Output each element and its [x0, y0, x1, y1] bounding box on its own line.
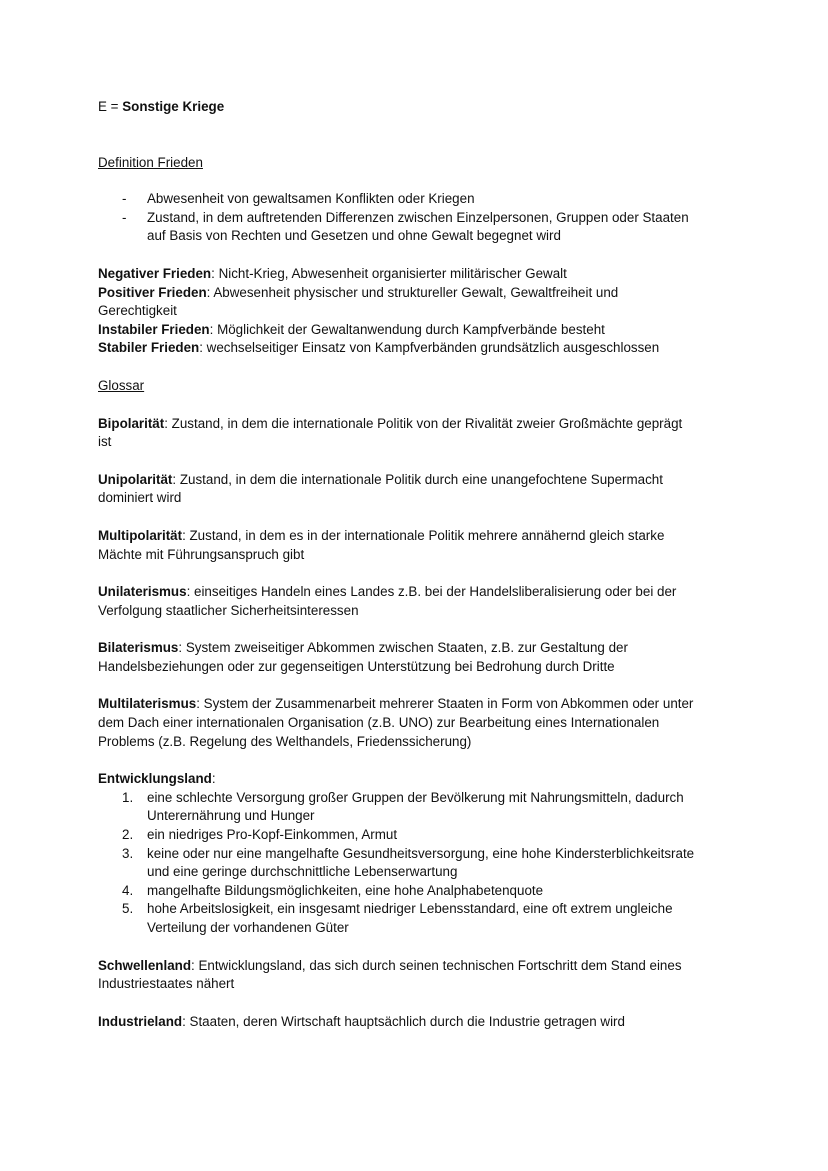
term-label: Bilaterismus	[98, 640, 179, 656]
term-entry: Stabiler Frieden: wechselseitiger Einsatz von Kampfverbänden grundsätzlich ausgeschlossen	[98, 340, 660, 356]
term-label: Industrieland	[98, 1013, 183, 1029]
glossar-entry-multilaterismus: Multilaterismus: System der Zusammenarbeit mehrerer Staaten in Form von Abkommen oder unter dem Dach einer internationalen Organisation (z.B. UNO) zur Bearbeitung eines Internationalen Problems (z.B. Regelung des Welthandels, Friedenssicherung)	[98, 696, 694, 749]
document-title: E = Sonstige Kriege	[98, 99, 225, 114]
glossar-entry-schwellenland: Schwellenland: Entwicklungsland, das sich durch seinen technischen Fortschritt dem Stand eines Industriestaates nähert	[98, 957, 682, 992]
glossar-entry-unilaterismus: Unilaterismus: einseitiges Handeln eines Landes z.B. bei der Handelsliberalisierung oder bei der Verfolgung staatlicher Sicherheitsinteressen	[98, 584, 677, 618]
term-label: Bipolarität	[98, 415, 165, 431]
list-number: 2.	[122, 827, 134, 843]
term-label: Unilaterismus	[98, 584, 187, 600]
list-number: 5.	[122, 901, 134, 917]
list-item: 3. keine oder nur eine mangelhafte Gesundheitsversorgung, eine hohe Kindersterblichkeitsrate und eine geringe durchschnittliche Lebenserwartung	[122, 845, 695, 880]
term-entry: Instabiler Frieden: Möglichkeit der Gewaltanwendung durch Kampfverbände besteht	[98, 321, 605, 337]
term-label: Stabiler Frieden	[98, 340, 200, 356]
dash-marker: -	[122, 209, 127, 225]
term-label: Unipolarität	[98, 471, 173, 487]
definition-bullet-list	[98, 190, 738, 246]
list-number: 4.	[122, 882, 134, 898]
list-item: - Zustand, in dem auftretenden Differenzen zwischen Einzelpersonen, Gruppen oder Staaten auf Basis von Rechten und Gesetzen und ohne Gewalt begegnet wird	[122, 209, 689, 244]
glossar-entry-bipolaritaet: Bipolarität: Zustand, in dem die internationale Politik von der Rivalität zweier Großmächte geprägt ist	[98, 415, 683, 450]
glossar-entry-multipolaritaet: Multipolarität: Zustand, in dem es in der internationale Politik mehrere annähernd gleich starke Mächte mit Führungsanspruch gibt	[98, 527, 665, 562]
document-page	[98, 98, 738, 1031]
entwicklungsland-list	[98, 789, 738, 938]
term-label: Positiver Frieden	[98, 284, 207, 300]
term-label: Multipolarität	[98, 527, 183, 543]
list-item: 2. ein niedriges Pro-Kopf-Einkommen, Armut	[98, 826, 738, 845]
list-number: 3.	[122, 845, 134, 861]
term-entry: Negativer Frieden: Nicht-Krieg, Abwesenheit organisierter militärischer Gewalt	[98, 265, 567, 281]
definition-frieden-heading: Definition Frieden	[98, 154, 203, 170]
list-item: 1. eine schlechte Versorgung großer Gruppen der Bevölkerung mit Nahrungsmitteln, dadurch Unterernährung und Hunger	[122, 789, 684, 824]
term-label: Negativer Frieden	[98, 265, 212, 281]
glossar-entry-industrieland: Industrieland: Staaten, deren Wirtschaft hauptsächlich durch die Industrie getragen wird	[98, 1013, 625, 1029]
list-item: 5. hohe Arbeitslosigkeit, ein insgesamt niedriger Lebensstandard, eine oft extrem ungleiche Verteilung der vorhandenen Güter	[122, 901, 673, 935]
frieden-terms	[98, 265, 738, 358]
glossar-entry-entwicklungsland: Entwicklungsland: 1. eine schlechte Versorgung großer Gruppen der Bevölkerung mit Nahrungsmitteln, dadurch Unterernährung und Hunger 2. ein niedriges Pro-Kopf-Einkommen, Armut 3. keine oder nur eine mangelhafte Gesundheitsversorgung, eine hohe Kindersterblichkeitsrate und eine geringe durchschnittliche Lebenserwartung 4. mangelhafte Bildungsmöglichkeiten, eine hohe Analphabetenquote 5. hohe Arbeitslosigkeit, ein insgesamt niedriger Lebensstandard, eine oft extrem ungleiche Verteilung der vorhandenen Güter	[98, 770, 738, 937]
term-label: Instabiler Frieden	[98, 321, 210, 337]
dash-marker: -	[122, 191, 127, 207]
term-label: Schwellenland	[98, 957, 192, 973]
document-title-bold: Sonstige Kriege	[122, 99, 225, 114]
list-item: 4. mangelhafte Bildungsmöglichkeiten, eine hohe Analphabetenquote	[98, 882, 738, 901]
list-number: 1.	[122, 789, 134, 805]
glossar-entry-bilaterismus: Bilaterismus: System zweiseitiger Abkommen zwischen Staaten, z.B. zur Gestaltung der Handelsbeziehungen oder zur gegenseitigen Unterstützung bei Bedrohung durch Dritte	[98, 640, 628, 674]
glossar-entry-unipolaritaet: Unipolarität: Zustand, in dem die internationale Politik durch eine unangefochtene Supermacht dominiert wird	[98, 471, 663, 506]
glossar-heading: Glossar	[98, 377, 145, 393]
list-item: - Abwesenheit von gewaltsamen Konflikten oder Kriegen	[98, 190, 738, 209]
term-label: Multilaterismus	[98, 696, 197, 712]
term-label: Entwicklungsland	[98, 771, 212, 787]
term-entry: Positiver Frieden: Abwesenheit physischer und struktureller Gewalt, Gewaltfreiheit und Gerechtigkeit	[98, 284, 619, 319]
